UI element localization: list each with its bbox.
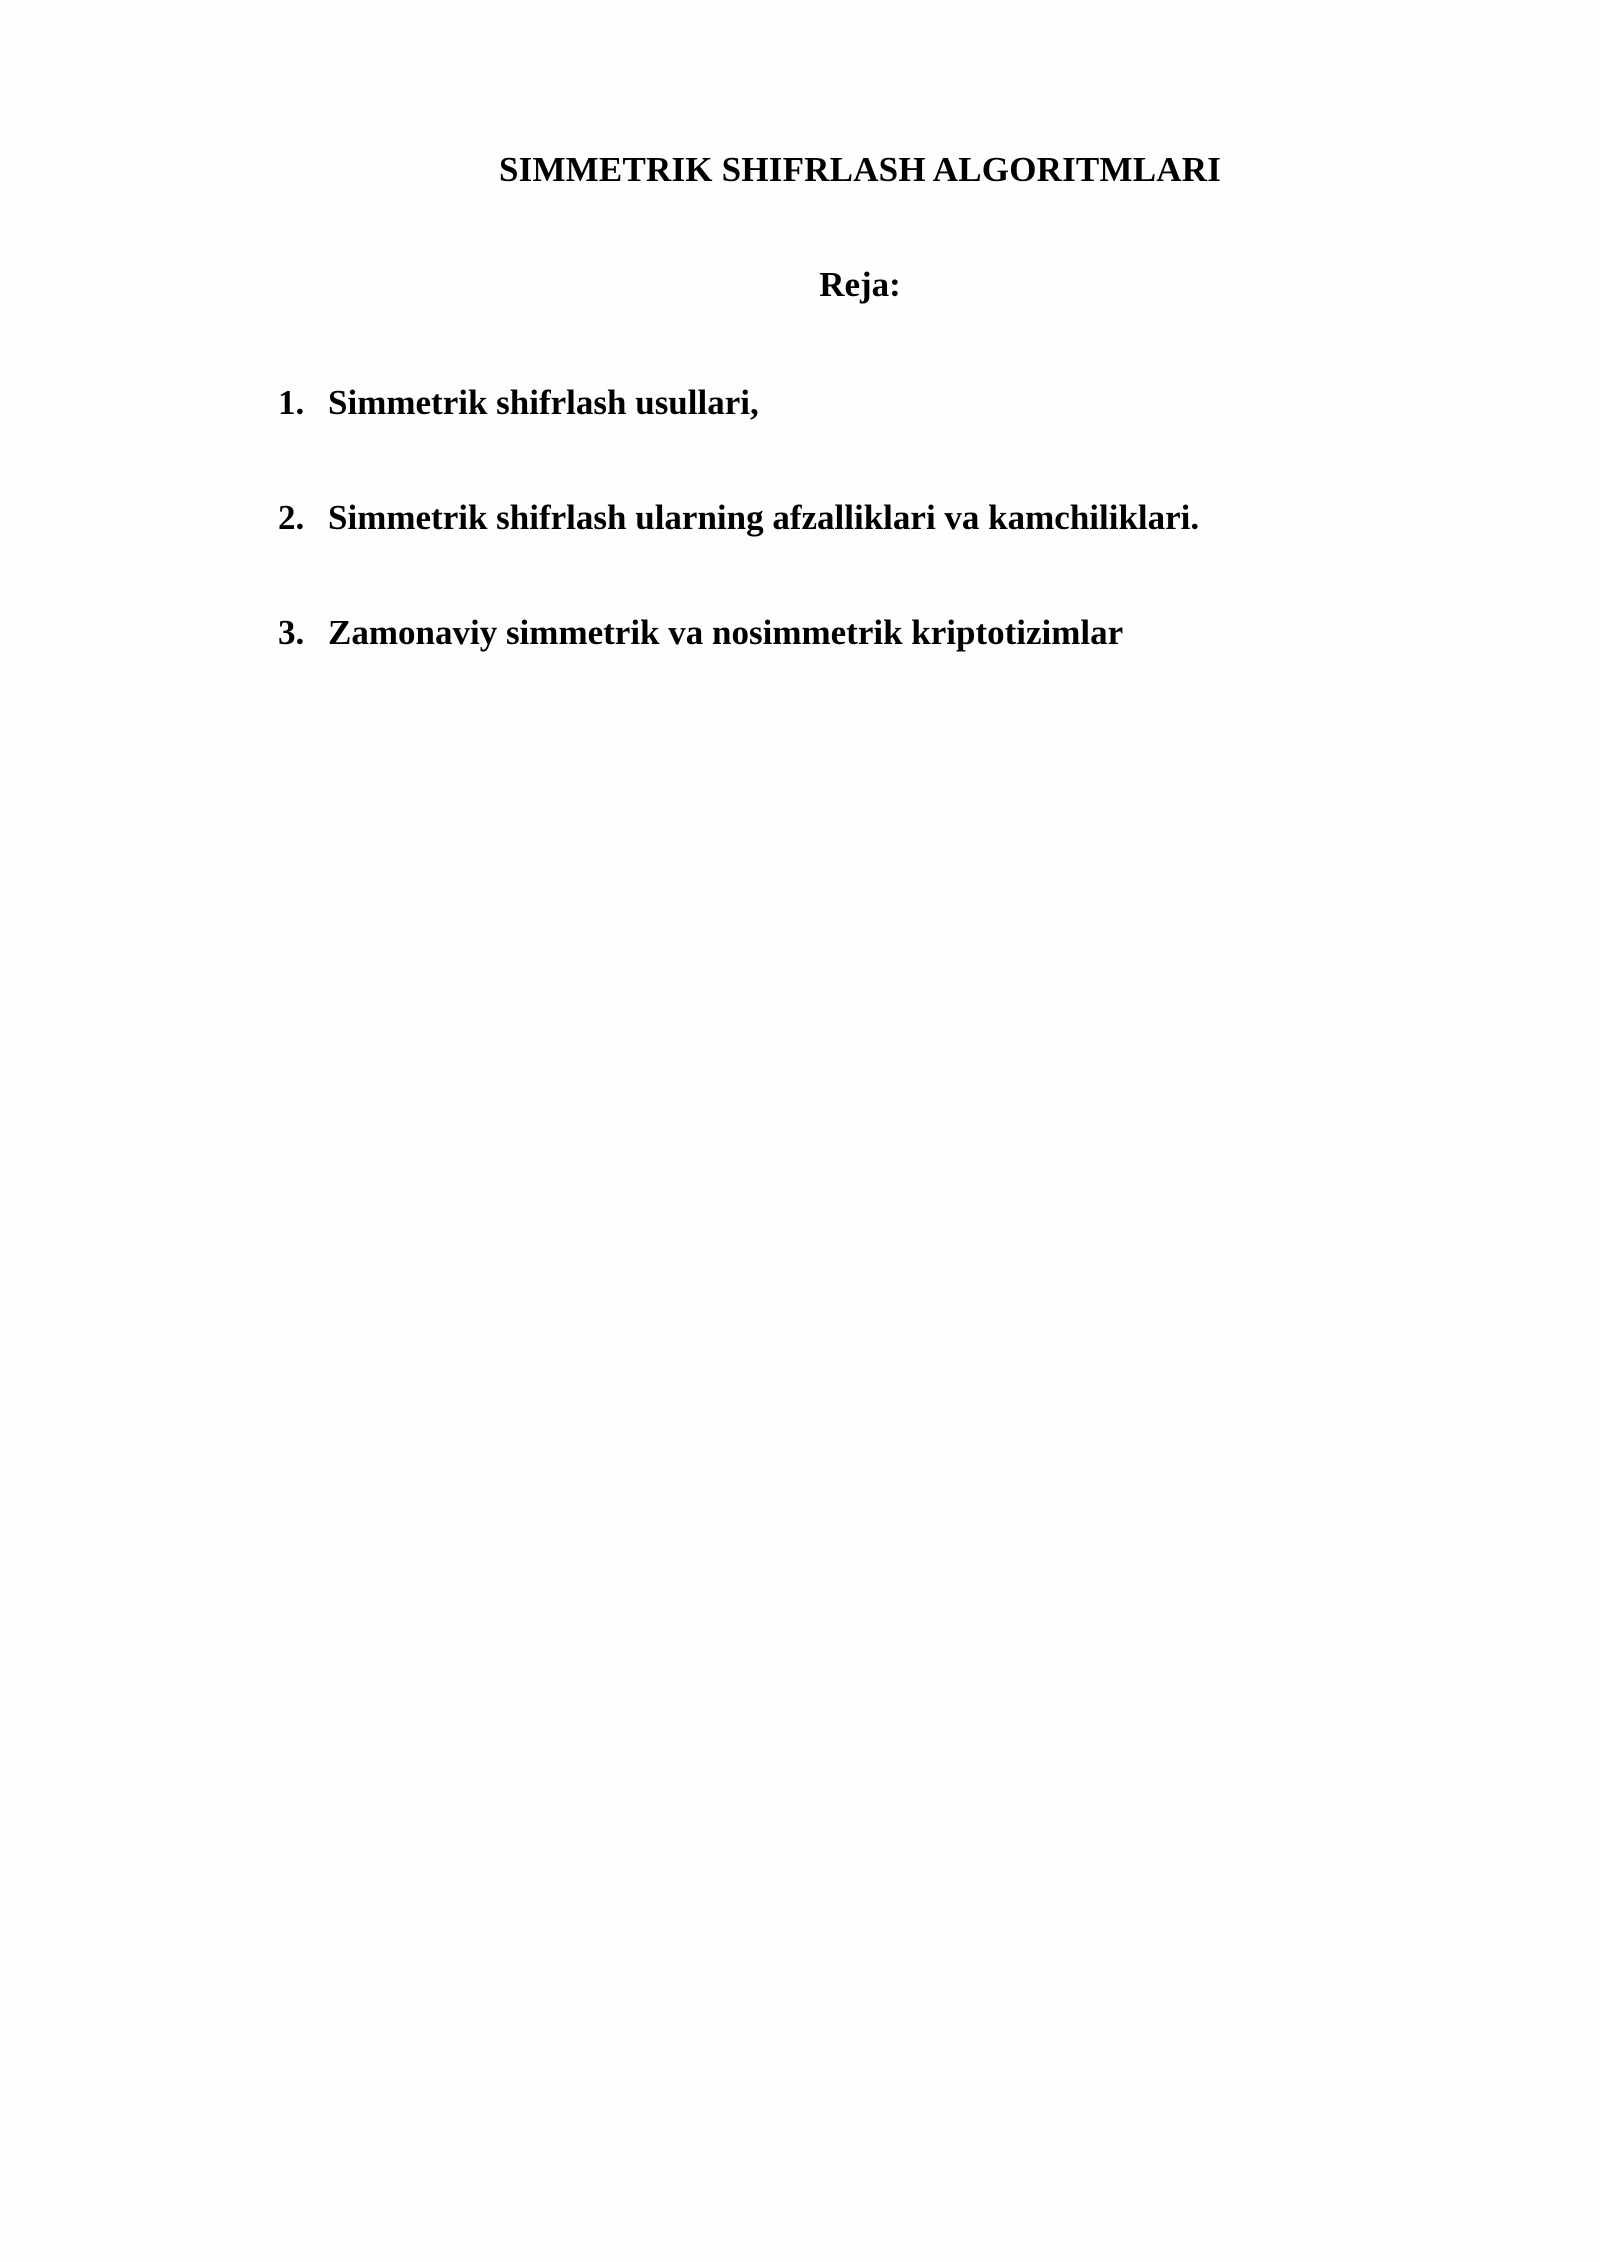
list-item-number: 3. [278, 613, 305, 652]
list-item-number: 2. [278, 498, 305, 537]
list-item [278, 493, 1199, 608]
list-item-text: Zamonaviy simmetrik va nosimmetrik kriptotizimlar [328, 613, 1124, 652]
list-item [278, 378, 1199, 493]
list-item [278, 608, 1199, 723]
list-item-text: Simmetrik shifrlash ularning afzalliklari va kamchiliklari. [328, 498, 1200, 537]
list-item-text: Simmetrik shifrlash usullari, [328, 383, 759, 422]
page-title: SIMMETRIK SHIFRLASH ALGORITMLARI [498, 150, 1222, 189]
plan-heading: Reja: [819, 265, 901, 304]
list-item-number: 1. [278, 383, 305, 422]
plan-list [278, 378, 1199, 723]
